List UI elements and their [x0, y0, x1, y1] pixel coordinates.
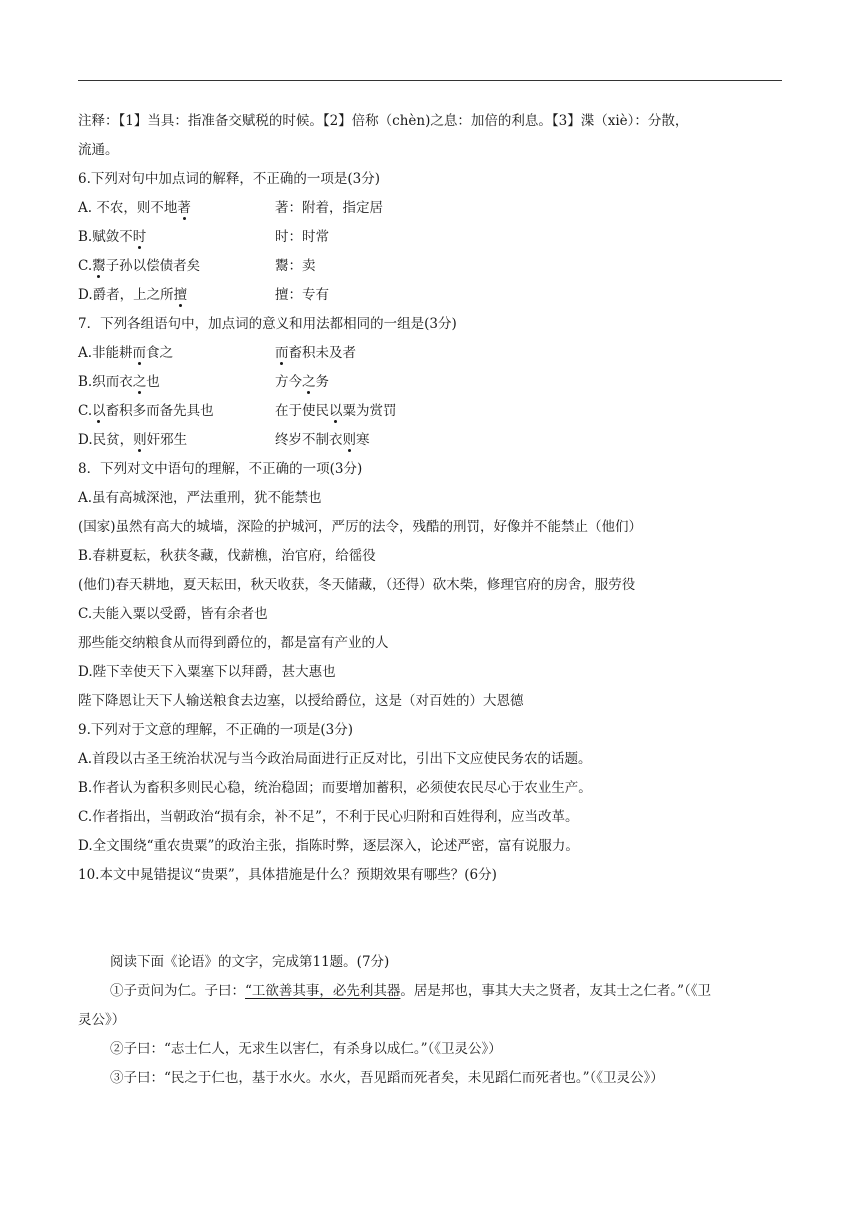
- option-a: [78, 199, 191, 217]
- dotted-word: 则: [342, 432, 356, 448]
- option-b-compare: [275, 373, 329, 391]
- option-text: 在于使民: [275, 403, 329, 419]
- dotted-word: 以: [92, 403, 106, 419]
- passage-2: ②子曰：“志士仁人，无求生以害仁，有杀身以成仁。”（《卫灵公》）: [110, 1041, 502, 1057]
- option-text: 务: [315, 374, 329, 390]
- question-stem: 8．下列对文中语句的理解，不正确的一项(3分): [78, 461, 363, 477]
- dotted-word: 则: [133, 432, 147, 448]
- option-text: A.非能耕: [78, 345, 133, 361]
- passage-3: ③子曰：“民之于仁也，基于水火。水火，吾见蹈而死者矣，未见蹈仁而死者也。”（《卫灵公》）: [110, 1070, 664, 1086]
- option-c-translation: 那些能交纳粮食从而得到爵位的，都是富有产业的人: [78, 635, 389, 651]
- option-c: C.鬻子孙以偿债者矣: [78, 258, 201, 274]
- option-c: [78, 402, 214, 420]
- option-text: A. 不农，则不地: [78, 200, 178, 216]
- passage-1: [110, 982, 711, 1000]
- passage-1-continued: 灵公》）: [78, 1012, 126, 1028]
- option-text: 终岁不制衣: [275, 432, 343, 448]
- dotted-word: 以: [329, 403, 343, 419]
- option-b-explanation: 时：时常: [275, 229, 329, 245]
- option-b: [78, 373, 160, 391]
- dotted-word: 之: [302, 374, 316, 390]
- option-c: C.作者指出，当朝政治“损有余，补不足”，不利于民心归附和百姓得利，应当改革。: [78, 809, 579, 825]
- option-text: 食之: [146, 345, 174, 361]
- notes-line: 注释：【1】当具：指准备交赋税的时候。【2】倍称（chèn)之息：加倍的利息。【3】渫（xiè）：分散，: [78, 113, 689, 129]
- option-d-explanation: 擅：专有: [275, 287, 329, 303]
- option-text: D.爵者，上之所: [78, 287, 174, 303]
- option-text: 子孙以偿债者矣: [105, 258, 201, 274]
- reading-intro: 阅读下面《论语》的文字，完成第11题。(7分): [110, 954, 390, 970]
- option-a: A.虽有高城深池，严法重刑，犹不能禁也: [78, 490, 322, 506]
- option-a: [78, 344, 173, 362]
- option-d: D.陛下幸使天下入粟塞下以拜爵，甚大惠也: [78, 664, 336, 680]
- dotted-word: 擅: [173, 287, 188, 303]
- notes-line: 流通。: [78, 142, 119, 158]
- option-text: 也: [146, 374, 160, 390]
- option-text: C.: [78, 403, 93, 419]
- option-d: [78, 286, 187, 304]
- option-b: B.春耕夏耘，秋获冬藏，伐薪樵，治官府，给徭役: [78, 548, 376, 564]
- dotted-word: 鬻: [92, 258, 106, 274]
- option-text: D.民贫，: [78, 432, 134, 448]
- option-a-translation: (国家)虽然有高大的城墙，深险的护城河，严厉的法令，残酷的刑罚，好像并不能禁止（他们）: [78, 519, 643, 535]
- option-b-translation: (他们)春天耕地，夏天耘田，秋天收获，冬天储藏，（还得）砍木柴，修理官府的房舍，服劳役: [78, 577, 636, 593]
- option-text: 方今: [275, 374, 302, 390]
- option-a-compare: [275, 344, 356, 362]
- dotted-word: 而: [132, 345, 147, 361]
- option-a: A.首段以古圣王统治状况与当今政治局面进行正反对比，引出下文应使民务农的话题。: [78, 751, 592, 767]
- question-stem: 7．下列各组语句中，加点词的意义和用法都相同的一组是(3分): [78, 316, 457, 332]
- option-b: [78, 228, 146, 246]
- dotted-word: 之: [132, 374, 147, 390]
- option-d: [78, 431, 187, 449]
- option-d: D.全文围绕“重农贵粟”的政治主张，指陈时弊，逐层深入，论述严密，富有说服力。: [78, 838, 579, 854]
- option-text: B.赋敛不: [78, 229, 133, 245]
- option-c-compare: [275, 402, 397, 420]
- option-text: 粟为赏罚: [342, 403, 397, 419]
- option-c-explanation: 鬻：卖: [275, 258, 316, 274]
- option-c: C.夫能入粟以受爵，皆有余者也: [78, 606, 268, 622]
- option-text: 奸邪生: [146, 432, 188, 448]
- option-text: 畜积多而备先具也: [105, 403, 214, 419]
- header-rule: [78, 80, 782, 81]
- option-b: B.作者认为畜积多则民心稳，统治稳固；而要增加蓄积，必须使农民尽心于农业生产。: [78, 780, 592, 796]
- question-stem: 9.下列对于文意的理解，不正确的一项是(3分): [78, 722, 354, 738]
- option-d-compare: [275, 431, 370, 449]
- option-d-translation: 陛下降恩让天下人输送粮食去边塞，以授给爵位，这是（对百姓的）大恩德: [78, 693, 524, 709]
- option-text: 畜积未及者: [288, 345, 356, 361]
- option-a-explanation: 著：附着，指定居: [275, 200, 383, 216]
- passage-text: ①子贡问为仁。子曰：: [110, 983, 245, 999]
- dotted-word: 著: [177, 200, 191, 216]
- question-stem: 10.本文中晁错提议“贵栗”，具体措施是什么？预期效果有哪些？(6分): [78, 867, 497, 883]
- dotted-word: 而: [275, 345, 289, 361]
- passage-text: 。居是邦也，事其大夫之贤者，友其士之仁者。”（《卫: [400, 983, 712, 999]
- option-text: 寒: [356, 432, 370, 448]
- dotted-word: 时: [132, 229, 147, 245]
- option-text: B.织而衣: [78, 374, 133, 390]
- underlined-quote: “工欲善其事，必先利其器: [245, 983, 401, 999]
- question-stem: 6.下列对句中加点词的解释，不正确的一项是(3分): [78, 171, 381, 187]
